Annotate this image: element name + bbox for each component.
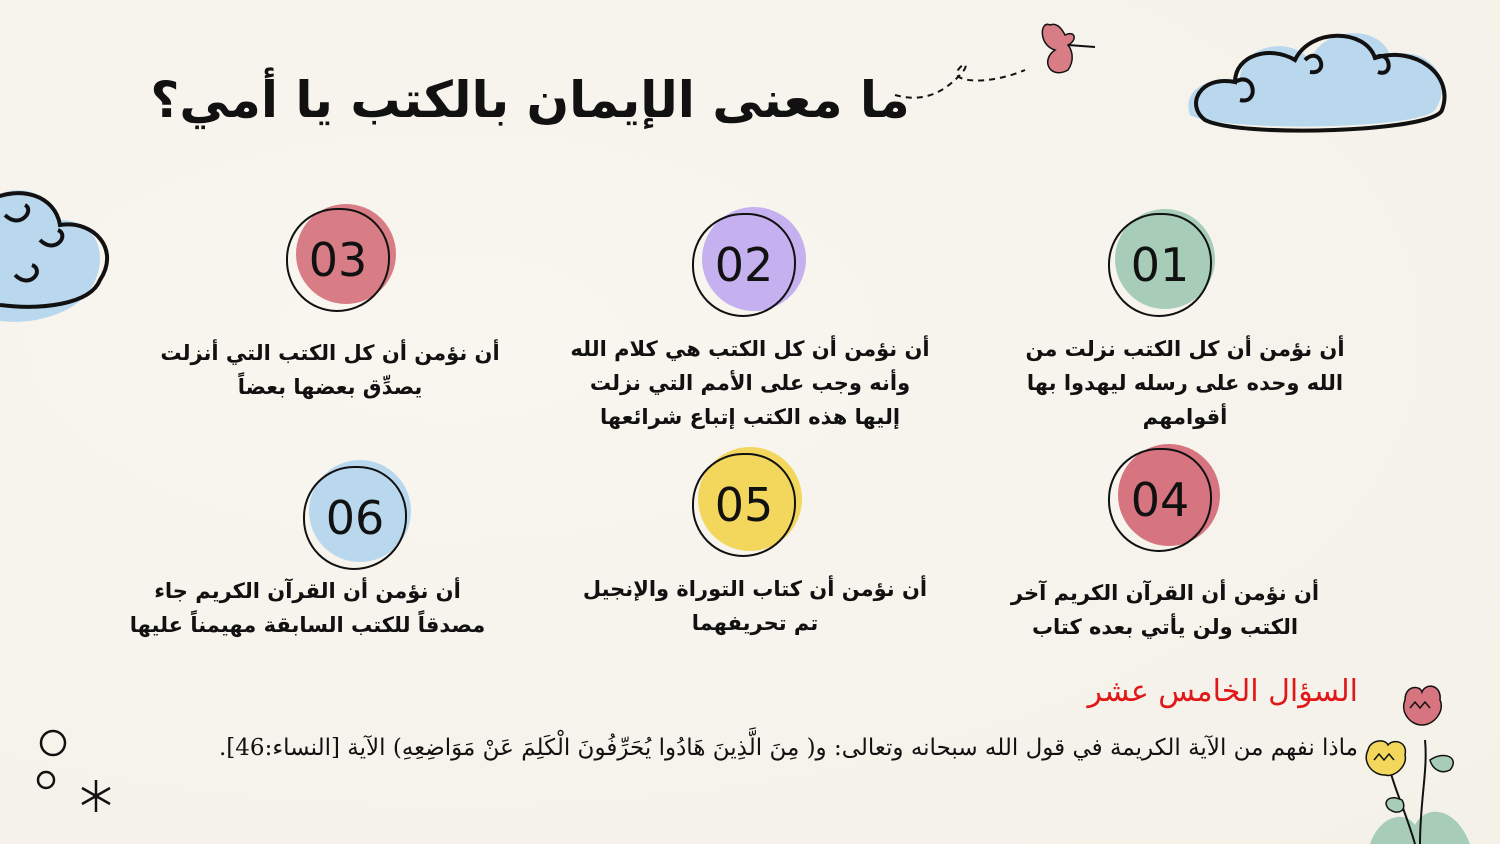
item-description: أن نؤمن أن القرآن الكريم جاء مصدقاً للكتب السابقة مهيمناً عليها <box>129 579 486 637</box>
item-number: 05 <box>714 478 774 532</box>
item-number-badge <box>1100 205 1230 325</box>
question-body: ماذا نفهم من الآية الكريمة في قول الله سبحانه وتعالى: و( مِنَ الَّذِينَ هَادُوا يُحَرِّفُونَ الْكَلِمَ عَنْ مَوَاضِعِهِ) الآية [النساء:46]. <box>219 735 1358 761</box>
item-description: أن نؤمن أن كل الكتب نزلت من الله وحده على رسله ليهدوا بها أقوامهم <box>1025 337 1345 429</box>
asterisk-icon <box>78 778 114 814</box>
item-description: أن نؤمن أن كتاب التوراة والإنجيل تم تحريفهما <box>582 577 928 635</box>
item-number: 02 <box>714 238 774 292</box>
page-title: ما معنى الإيمان بالكتب يا أمي؟ <box>150 71 910 129</box>
item-number-badge <box>278 200 408 320</box>
item-description: أن نؤمن أن كل الكتب التي أنزلت يصدِّق بعضها بعضاً <box>160 341 500 399</box>
butterfly-icon <box>890 15 1110 105</box>
cloud-icon <box>1180 20 1460 140</box>
item-number: 06 <box>325 491 385 545</box>
item-number-badge <box>684 205 814 325</box>
cloud-icon <box>0 180 130 330</box>
question-title: السؤال الخامس عشر <box>1087 674 1358 709</box>
item-number-badge <box>295 458 425 578</box>
item-description: أن نؤمن أن القرآن الكريم آخر الكتب ولن يأتي بعده كتاب <box>1010 581 1320 639</box>
item-number-badge <box>684 445 814 565</box>
item-number: 04 <box>1130 473 1190 527</box>
flower-icon <box>1360 680 1480 844</box>
item-number: 03 <box>308 233 368 287</box>
circle-icon <box>38 728 70 760</box>
item-description: أن نؤمن أن كل الكتب هي كلام الله وأنه وجب على الأمم التي نزلت إليها هذه الكتب إتباع شرائعها <box>570 337 930 429</box>
item-number-badge <box>1100 440 1230 560</box>
circle-icon <box>36 770 58 792</box>
item-number: 01 <box>1130 238 1190 292</box>
